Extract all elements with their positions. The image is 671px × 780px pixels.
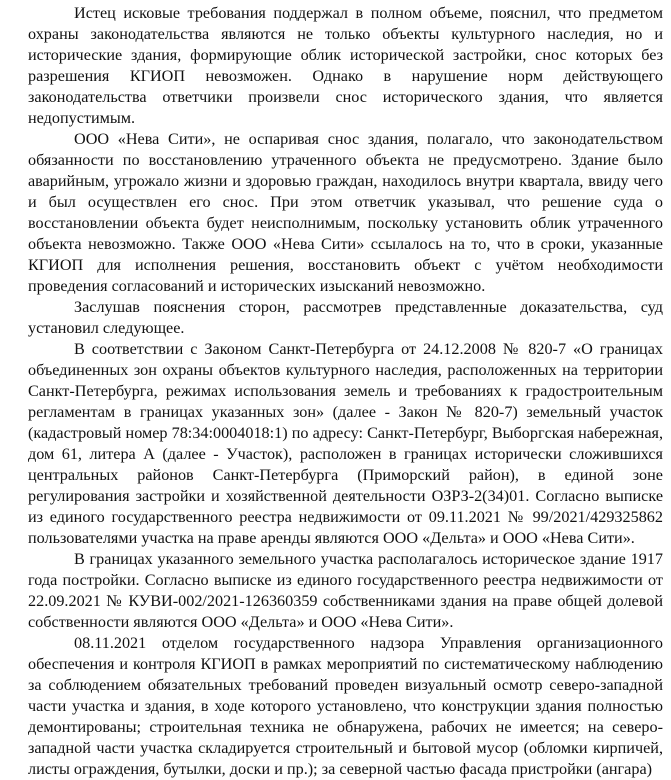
paragraph-defendant-position: ООО «Нева Сити», не оспаривая снос здания, полагало, что законодательством обязанности по восстановлению утраченного объекта не предусмотрено. Здание было аварийным, угрожало жизни и здоровью граждан, находилось внутри квартала, ввиду чего и был осуществлен его снос. При этом ответчик указывал, что решение суда о восстановлении объекта будет неисполнимым, поскольку установить облик утраченного объекта невозможно. Также ООО «Нева Сити» ссылалось на то, что в сроки, указанные КГИОП для исполнения решения, восстановить объект с учётом необходимости проведения согласований и исторических изысканий невозможно. — [28, 130, 663, 295]
paragraph-court-hearing: Заслушав пояснения сторон, рассмотрев представленные доказательства, суд установил следующее. — [28, 298, 663, 337]
paragraph-plaintiff-claims: Истец исковые требования поддержал в полном объеме, пояснил, что предметом охраны законодательства являются не только объекты культурного наследия, но и исторические здания, формирующие облик исторической застройки, снос которых без разрешения КГИОП невозможен. Однако в нарушение норм действующего законодательства ответчики произвели снос исторического здания, что является недопустимым. — [28, 4, 663, 127]
paragraph-law-820-7: В соответствии с Законом Санкт-Петербурга от 24.12.2008 № 820-7 «О границах объединенных зон охраны объектов культурного наследия, расположенных на территории Санкт-Петербурга, режимах использования земель и требованиях к градостроительным регламентам в границах указанных зон» (далее - Закон № 820-7) земельный участок (кадастровый номер 78:34:0004018:1) по адресу: Санкт-Петербург, Выборгская набережная, дом 61, литера А (далее - Участок), расположен в границах исторически сложившихся центральных районов Санкт-Петербурга (Приморский район), в единой зоне регулирования застройки и хозяйственной деятельности ОЗРЗ-2(34)01. Согласно выписке из единого государственного реестра недвижимости от 09.11.2021 № 99/2021/429325862 пользователями участка на праве аренды являются ООО «Дельта» и ООО «Нева Сити». — [28, 340, 663, 547]
paragraph-historic-building: В границах указанного земельного участка располагалось историческое здание 1917 года постройки. Согласно выписке из единого государственного реестра недвижимости от 22.09.2021 № КУВИ-002/2021-126360359 собственниками здания на праве общей долевой собственности являются ООО «Дельта» и ООО «Нева Сити». — [28, 550, 663, 631]
paragraph-inspection: 08.11.2021 отделом государственного надзора Управления организационного обеспечения и контроля КГИОП в рамках мероприятий по систематическому наблюдению за соблюдением обязательных требований проведен визуальный осмотр северо-западной части участка и здания, в ходе которого установлено, что конструкции здания полностью демонтированы; строительная техника не обнаружена, рабочих не имеется; на северо-западной части участка складируется строительный и бытовой мусор (обломки кирпичей, листы ограждения, бутылки, доски и пр.); за северной частью фасада пристройки (ангара) — [28, 634, 663, 778]
document-page — [28, 3, 663, 780]
